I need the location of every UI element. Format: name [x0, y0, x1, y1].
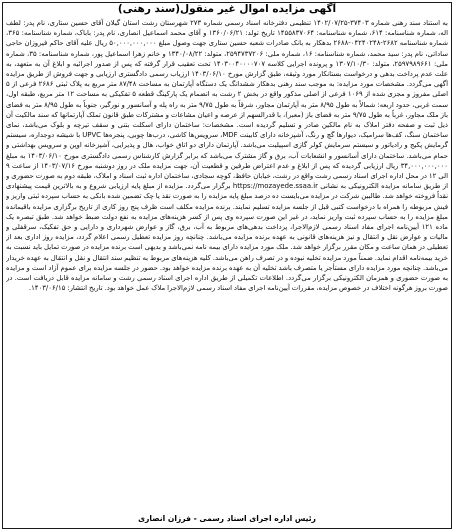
notice-signature: رئیس اداره اجرای اسناد رسمی - فرزان انصاری: [138, 514, 316, 523]
notice-title: آگهی مزایده اموال غیر منقول(سند رهنی): [117, 3, 337, 15]
notice-body: به استناد سند رهنی شماره ۳۷۴۰۳-۱۴۰۲/۰۷/۲۵ تنظیمی دفترخانه اسناد رسمی شماره ۲۷۳ شهرستان رشت استان گیلان آقای حسین ستاری، نام پدر: لطف اله، شماره شناسنامه: ۶۱۴، شماره شناسنامه: ۱۴۵۵۸۳۷۰۶۴ تاریخ تولد: ۱۳۶۰/۰۶/۲۱ و آقای محمد اسماعیل انصاری، نام پدر: بابا‌ک، شماره شناسنامه: ۳۶۵، شماره شناسنامه ۲۶۸۲-۰۴۲۴۰۲۴۸-۲۶۸۸ بدهکار به بانک صادرات شعبه حسین ستاری جهت وصول مبلغ ۵۰,۰۰۰,۰۰۰,۰۰۰ ریال علیه آقای حاکم فیروزان حاجی ساداتی، نام پدر: سید محمد، شماره شناسنامه: ۱۶، شماره ملی: ۲۵۹۴۷۳۷۲۰۶، متولد: ۱۳۴۰/۰۸/۲۲ و خانم زهرا اسماعیل پور، شماره شناسنامه: ۳۵، شماره ملی: ۲۵۹۷۹۸۹۶۶۱، متولد: ۱۳۰۷/۱۰/۳۰ و پرونده اجرایی کلاسه ۱۴۰۳۰۰۴۰۰۰۰۷۰۷ تحت تعقیب قرار گرفته که پس از صدور اجرائیه و ابلاغ آن به متعهد، به علت عدم پرداخت بدهی و درخواست بستانکار مورد وثیقه، طبق گزارش مورخ ۱۴۰۳/۰۶/۱۰ ارزیاب رسمی دادگستری ارزیابی و جهت فروش از طریق مزایده آگهی می‌گردد. مشخصات مورد مزایده: به موجب سند رهنی بدهکار ششدانگ یک دستگاه آپارتمان به مساحت ۸۷/۴۸ متر مربع به پلاک ثبتی ۲۶۸۶ فرعی از ۵ اصلی مفروز و مجزی شده از ۱۰۶۹ فرعی از اصلی مذکور واقع در بخش ۲ رشت به انضمام یک پارکینگ قطعه ۵ تفکیکی به مساحت ۱۲ متر مربع، طبقه اول، سمت غربی، حدود اربعه: شمالاً به طول ۸/۹۵ متر به آپارتمان مجاور، شرقاً به طول ۹/۷۵ متر به راه پله و آسانسور و نورگیر، جنوباً به طول ۸/۹۵ متر به فضای باز ملک مجاور، غرباً به طول ۹/۷۵ متر به فضای باز (معبر)، با قدرالسهم از عرصه و اعیان مشاعات و مشترکات طبق قانون تملک آپارتمانها که سند مالکیت آن ذیل ثبت و صفحه دفتر املاک به نام مالکین صادر و تسلیم گردیده است. مشخصات: ساختمان دارای اسکلت بتنی و سقف تیرچه و بلوک می‌باشد، نمای ساختمان سنگ، کف‌ها سرامیک، دیوارها گچ و رنگ، آشپزخانه دارای کابینت MDF، سرویس‌ها کاشی، درب‌ها چوبی، پنجره‌ها UPVC با شیشه دوجداره، سیستم گرمایش پکیج و رادیاتور و سیستم سرمایش کولر گازی اسپیلیت می‌باشد. آپارتمان دارای دو اتاق خواب، هال و پذیرایی، آشپزخانه اوپن و سرویس بهداشتی و حمام می‌باشد. ساختمان دارای آسانسور و انشعابات آب، برق و گاز مشترک می‌باشد که برابر گزارش کارشناس رسمی دادگستری مورخ ۱۴۰۳/۰۶/۱۰ به مبلغ ۳۴,۰۰۰,۰۰۰,۰۰۰ ریال ارزیابی گردیده که پس از ابلاغ و عدم اعتراض طرفین و قطعیت آن، جهت مزایده ملک در روز دوشنبه مورخ ۱۴۰۳/۰۷/۱۶ از ساعت ۹ الی ۱۲ در محل اداره اجرای اسناد رسمی رشت واقع در رشت، خیابان حافظ، کوچه سجادی، ساختمان اداره ثبت اسناد و املاک، طبقه دوم به صورت حضوری و از طریق سامانه مزایده الکترونیکی به نشانی https://mozayede.ssaa.ir برگزار می‌گردد. مزایده از مبلغ پایه ارزیابی شروع و به بالاترین قیمت پیشنهادی نقداً فروخته خواهد شد. طالبین شرکت در مزایده می‌بایست ده درصد مبلغ پایه مزایده را به صورت نقد یا چک تضمین شده بانکی به حساب سپرده ثبتی واریز و فیش مربوطه را همراه با درخواست کتبی قبل از جلسه مزایده تسلیم نمایند. برنده مزایده مکلف است ظرف پنج روز کاری از تاریخ برگزاری مزایده باقیمانده مبلغ مزایده را به حساب سپرده ثبت واریز نماید، در غیر این صورت سپرده وی پس از کسر هزینه‌های مزایده به نفع دولت ضبط خواهد شد. طبق تبصره یک ماده ۱۲۱ آیین‌نامه اجرای مفاد اسناد رسمی لازم‌الاجرا، پرداخت بدهی‌های مربوط به آب، برق، گاز و عوارض شهرداری و دارایی و حق تفکیک، سرقفلی و مالیات و عوارض نقل و انتقال و نیز هزینه‌های قانونی به عهده برنده مزایده می‌باشد. چنانچه روز مزایده تعطیل رسمی اعلام گردد، مزایده روز اداری بعد از تعطیلی در همان ساعت و مکان مقرر برگزار خواهد شد. ملک مورد مزایده دارای بیمه نامه نمی‌باشد و بدیهی است برنده مزایده در صورت تمایل باید نسبت به خرید بیمه‌نامه اقدام نماید. ضمناً مورد مزایده تخلیه نبوده و در تصرف راهن می‌باشد. کلیه هزینه‌های مربوط به تنظیم سند انتقال و نقل و انتقال به عهده خریدار می‌باشد. چنانچه مورد مزایده دارای مستأجر یا متصرف باشد تخلیه آن به عهده برنده مزایده خواهد بود. حضور در جلسه مزایده برای عموم آزاد است و مزایده به صورت حضوری و همزمان الکترونیکی برگزار می‌گردد. اطلاعات تکمیلی از طریق اداره اجرای اسناد رسمی رشت و سامانه مزایده قابل دریافت است. در صورت بروز هرگونه اختلاف در خصوص مزایده، مقررات آیین‌نامه اجرای مفاد اسناد رسمی لازم‌الاجرا ملاک عمل خواهد بود. تاریخ انتشار: ۱۴۰۳/۰۶/۱۵.: [6, 19, 448, 293]
